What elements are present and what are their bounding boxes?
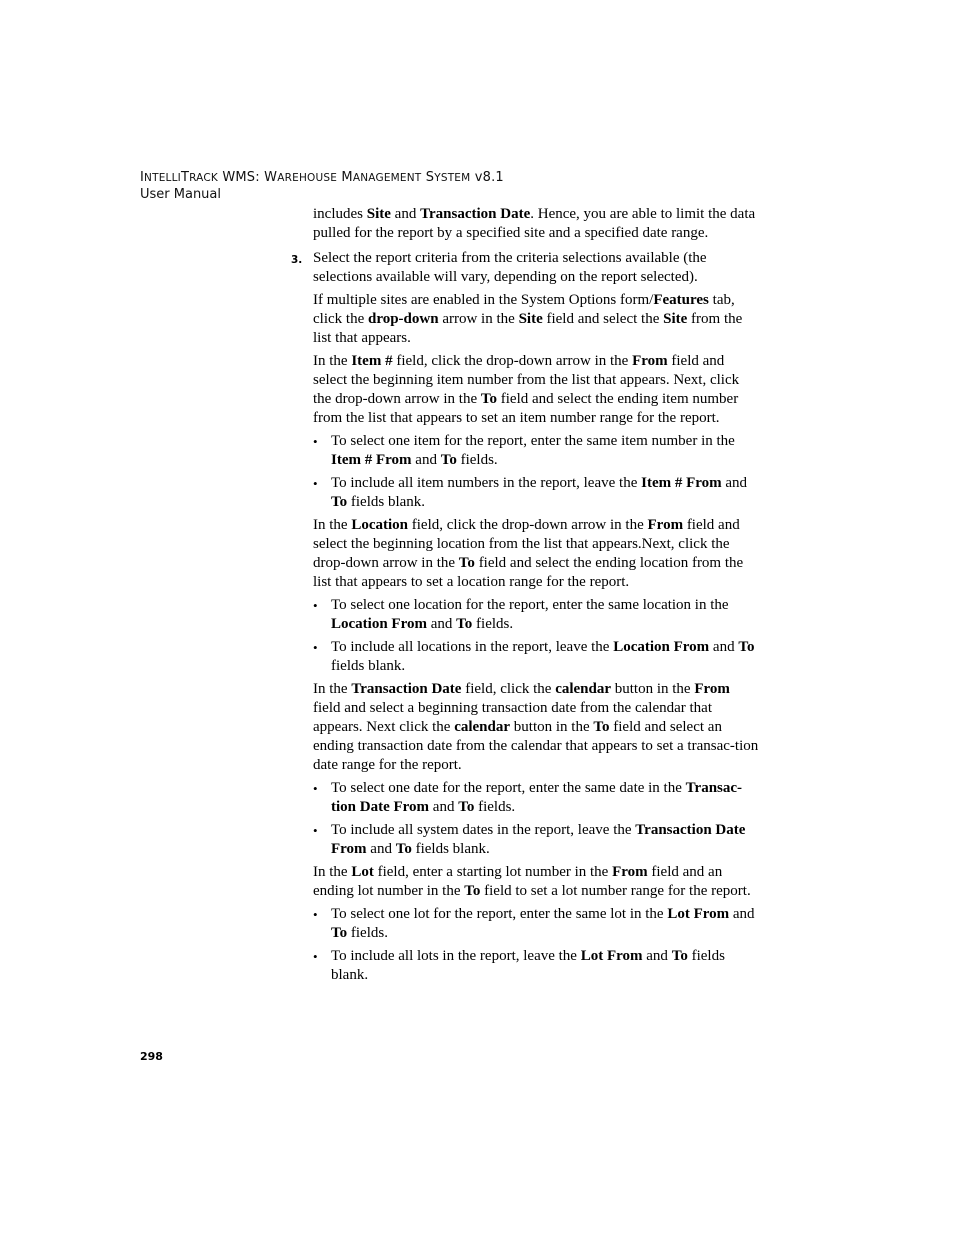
list-item: • To include all item numbers in the report, leave the Item # From and To fields blank. bbox=[313, 474, 761, 512]
location-paragraph: In the Location field, click the drop-down arrow in the From field and select the beginning location from the list that appears.Next, click the drop-down arrow in the To field and select the ending location from the list that appears to set a location range for the report. bbox=[313, 517, 744, 590]
list-item: • To select one lot for the report, enter the same lot in the Lot From and To fields. bbox=[313, 905, 761, 943]
step-3 bbox=[291, 249, 761, 287]
transaction-date-bullets bbox=[313, 779, 761, 859]
location-bullets bbox=[313, 596, 761, 676]
sites-paragraph: If multiple sites are enabled in the System Options form/Features tab, click the drop-down arrow in the Site field and select the Site from the list that appears. bbox=[313, 292, 743, 346]
list-item: • To select one item for the report, enter the same item number in the Item # From and To fields. bbox=[313, 432, 761, 470]
list-item: • To include all lots in the report, leave the Lot From and To fields blank. bbox=[313, 947, 761, 985]
page-body bbox=[291, 205, 761, 989]
item-paragraph: In the Item # field, click the drop-down arrow in the From field and select the beginning item number from the list that appears. Next, click the drop-down arrow in the To field and select the ending item number from the list that appears to set an item number range for the report. bbox=[313, 353, 740, 426]
running-header-subtitle: User Manual bbox=[140, 187, 222, 202]
lot-bullets bbox=[313, 905, 761, 985]
list-item: • To select one date for the report, enter the same date in the Transac-tion Date From and To fields. bbox=[313, 779, 761, 817]
intro-paragraph: includes Site and Transaction Date. Hence, you are able to limit the data pulled for the report by a specified site and a specified date range. bbox=[313, 206, 756, 241]
transaction-date-paragraph: In the Transaction Date field, click the calendar button in the From field and select a beginning transaction date from the calendar that appears. Next click the calendar button in the To field and select an ending transaction date from the calendar that appears to set a transac-tion date range for the report. bbox=[313, 681, 759, 773]
list-item: • To include all system dates in the report, leave the Transaction Date From and To fields blank. bbox=[313, 821, 761, 859]
list-item: • To select one location for the report, enter the same location in the Location From and To fields. bbox=[313, 596, 761, 634]
lot-paragraph: In the Lot field, enter a starting lot number in the From field and an ending lot number in the To field to set a lot number range for the report. bbox=[313, 864, 751, 899]
list-item: • To include all locations in the report, leave the Location From and To fields blank. bbox=[313, 638, 761, 676]
step-number: 3. bbox=[291, 254, 303, 266]
item-bullets bbox=[313, 432, 761, 512]
running-header-title: INTELLITRACK WMS: WAREHOUSE MANAGEMENT SYSTEM v8.1 bbox=[140, 170, 504, 185]
step-text: Select the report criteria from the criteria selections available (the selections available will vary, depending on the report selected). bbox=[313, 250, 707, 285]
page-number: 298 bbox=[140, 1050, 163, 1063]
